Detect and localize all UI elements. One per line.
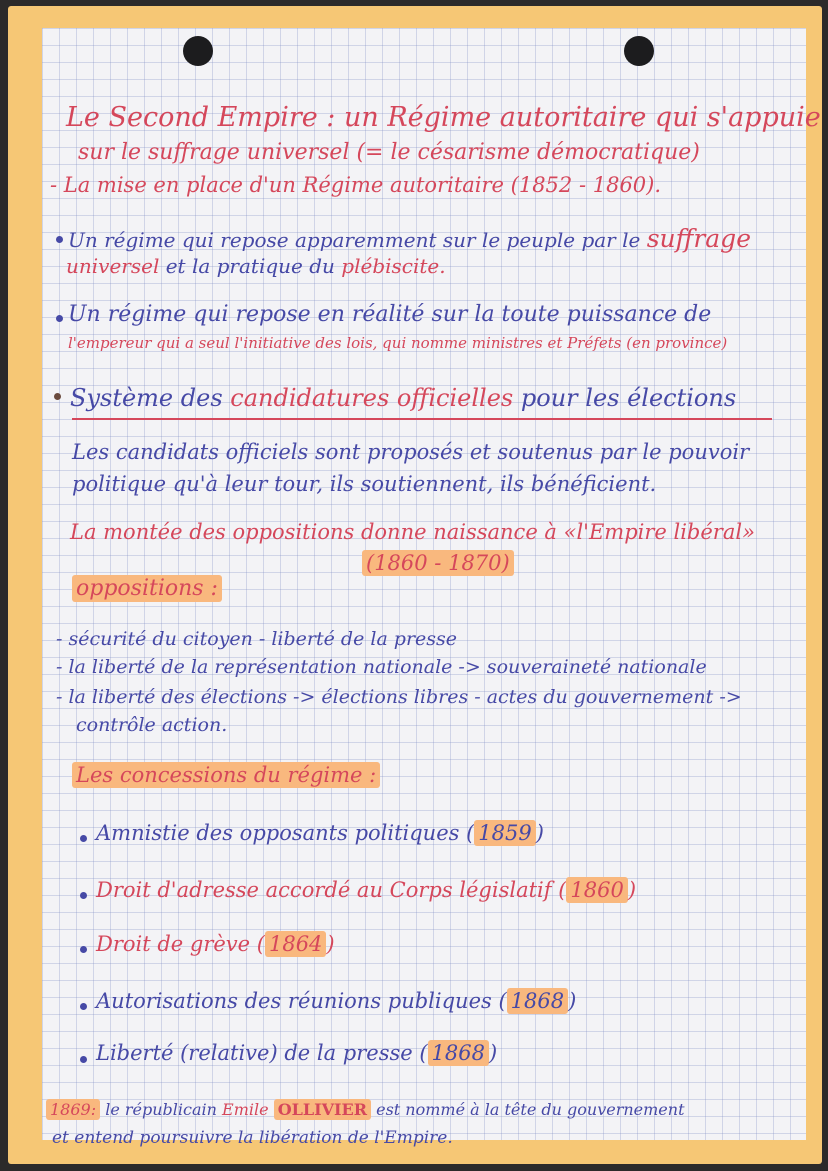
- bullet-2-line1: Un régime qui repose en réalité sur la toute puissance de: [68, 302, 712, 327]
- bullet-dot: [54, 393, 61, 400]
- candidats-line2: politique qu'à leur tour, ils soutiennent, ils bénéficient.: [72, 472, 657, 496]
- concession-item: Autorisations des réunions publiques ( 1868 ): [96, 989, 577, 1013]
- red-underline: [72, 418, 772, 420]
- opposition-item: contrôle action.: [76, 714, 228, 736]
- opposition-item: - la liberté des élections -> élections libres - actes du gouvernement ->: [56, 686, 742, 708]
- footer-line2: et entend poursuivre la libération de l'Empire.: [52, 1128, 453, 1148]
- montee-line1: La montée des oppositions donne naissance à «l'Empire libéral»: [70, 520, 755, 544]
- opposition-item: - la liberté de la représentation nationale -> souveraineté nationale: [56, 656, 707, 678]
- concession-item: Liberté (relative) de la presse ( 1868 ): [96, 1041, 498, 1065]
- bullet-dot: [56, 236, 63, 243]
- section-heading: - La mise en place d'un Régime autoritaire (1852 - 1860).: [50, 173, 662, 197]
- bullet-dot: [80, 1056, 87, 1063]
- concessions-label: Les concessions du régime :: [72, 765, 380, 786]
- punch-hole-right: [624, 36, 654, 66]
- page-title: Le Second Empire : un Régime autoritaire qui s'appuie: [66, 102, 821, 133]
- bullet-dot: [80, 892, 87, 899]
- punch-hole-left: [183, 36, 213, 66]
- concession-item: Amnistie des opposants politiques ( 1859 ): [96, 821, 544, 845]
- bullet-1-line2: universel et la pratique du plébiscite.: [66, 254, 446, 278]
- bullet-dot: [80, 946, 87, 953]
- bullet-1-line1: Un régime qui repose apparemment sur le peuple par le suffrage: [68, 224, 751, 253]
- opposition-item: - sécurité du citoyen - liberté de la presse: [56, 628, 458, 650]
- bullet-dot: [80, 1003, 87, 1010]
- bullet-2-line2: l'empereur qui a seul l'initiative des lois, qui nomme ministres et Préfets (en province): [68, 334, 728, 352]
- bullet-3: Système des candidatures officielles pour les élections: [70, 384, 737, 412]
- bullet-dot: [56, 315, 63, 322]
- candidats-line1: Les candidats officiels sont proposés et soutenus par le pouvoir: [72, 440, 750, 464]
- bullet-dot: [80, 835, 87, 842]
- footer-line1: 1869: le républicain Emile OLLIVIER est nommé à la tête du gouvernement: [46, 1102, 685, 1118]
- montee-dates: (1860 - 1870): [362, 553, 514, 574]
- concession-item: Droit de grève ( 1864 ): [96, 932, 335, 956]
- oppositions-label: oppositions :: [72, 578, 222, 600]
- page-subtitle: sur le suffrage universel (= le césarisme démocratique): [78, 140, 700, 165]
- concession-item: Droit d'adresse accordé au Corps législatif ( 1860 ): [96, 878, 637, 902]
